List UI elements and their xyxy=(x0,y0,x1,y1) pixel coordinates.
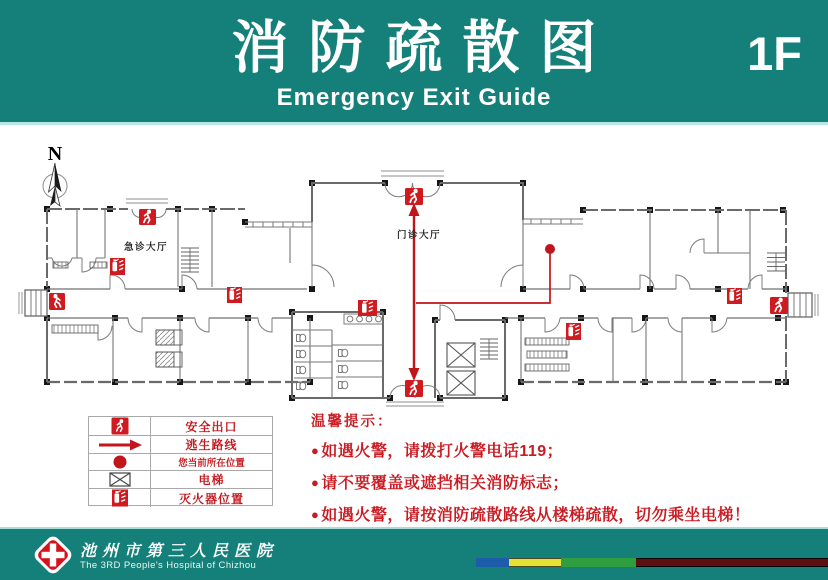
color-bar-yellow xyxy=(509,558,561,567)
emergency-hall-label: 急诊大厅 xyxy=(123,242,169,253)
legend-table xyxy=(88,416,273,506)
legend-label: 您当前所在位置 xyxy=(178,458,245,469)
tip-text: 请不要覆盖或遮挡相关消防标志； xyxy=(321,475,569,492)
tip-text: 如遇火警，请按消防疏散路线从楼梯疏散，切勿乘坐电梯！ xyxy=(321,507,751,524)
legend-label: 灭火器位置 xyxy=(178,491,244,506)
fire-extinguisher-icon xyxy=(227,287,242,303)
elevator-icon xyxy=(89,471,151,488)
color-bar-green xyxy=(561,558,636,567)
legend-row-exit xyxy=(89,417,272,436)
floor-label: 1F xyxy=(747,27,802,80)
exit-sign-icon xyxy=(405,188,423,205)
escape-route-arrow-icon xyxy=(89,436,151,453)
page-subtitle: Emergency Exit Guide xyxy=(276,84,552,111)
fire-extinguisher-icon xyxy=(566,323,581,340)
exit-sign-icon xyxy=(405,380,423,397)
beds xyxy=(156,330,182,367)
exit-sign-icon xyxy=(139,209,156,225)
tip-text: 如遇火警，请拨打火警电话119； xyxy=(321,443,564,460)
tip-item xyxy=(311,438,826,461)
legend-label: 安全出口 xyxy=(185,419,238,434)
current-location-dot-icon xyxy=(545,244,555,254)
fire-extinguisher-signs xyxy=(110,258,742,340)
fire-extinguisher-icon xyxy=(358,300,377,316)
compass-north-icon xyxy=(43,143,67,206)
bullet-icon: ● xyxy=(311,507,320,522)
bullet-icon: ● xyxy=(311,443,320,458)
fire-extinguisher-icon xyxy=(110,258,125,275)
page-title: 消防疏散图 xyxy=(231,16,617,80)
tip-item xyxy=(311,470,826,493)
hospital-name-zh: 池州市第三人民医院 xyxy=(80,543,279,560)
floor-plan xyxy=(0,120,828,420)
legend-row-route xyxy=(89,436,272,454)
hospital-logo-icon xyxy=(33,535,73,575)
header-band xyxy=(0,0,828,122)
exit-sign-icon xyxy=(49,293,65,310)
legend-row-elevator xyxy=(89,471,272,489)
hospital-name-en: The 3RD People's Hospital of Chizhou xyxy=(80,560,257,571)
tips-block xyxy=(311,410,826,534)
color-bar-blue xyxy=(476,558,509,567)
legend-label: 逃生路线 xyxy=(185,438,238,452)
exit-sign-icon xyxy=(770,297,788,314)
exit-sign-icon xyxy=(89,417,151,435)
fire-extinguisher-icon xyxy=(89,489,151,507)
right-vestibule xyxy=(788,293,812,317)
left-vestibule xyxy=(25,290,47,316)
color-bar-maroon xyxy=(636,558,828,567)
current-location-dot-icon xyxy=(89,454,151,470)
bullet-icon: ● xyxy=(311,475,320,490)
legend-row-location xyxy=(89,454,272,471)
elevator-icon xyxy=(447,343,475,395)
footer-band xyxy=(0,527,828,580)
tips-title: 温馨提示： xyxy=(311,414,394,430)
tip-item xyxy=(311,502,826,525)
legend-row-extinguisher xyxy=(89,489,272,507)
compass-letter: N xyxy=(47,143,63,165)
fire-extinguisher-icon xyxy=(727,288,742,304)
route-arrow-down-icon xyxy=(409,368,420,381)
legend-label: 电梯 xyxy=(198,473,225,487)
outpatient-hall-label: 门诊大厅 xyxy=(396,230,442,241)
